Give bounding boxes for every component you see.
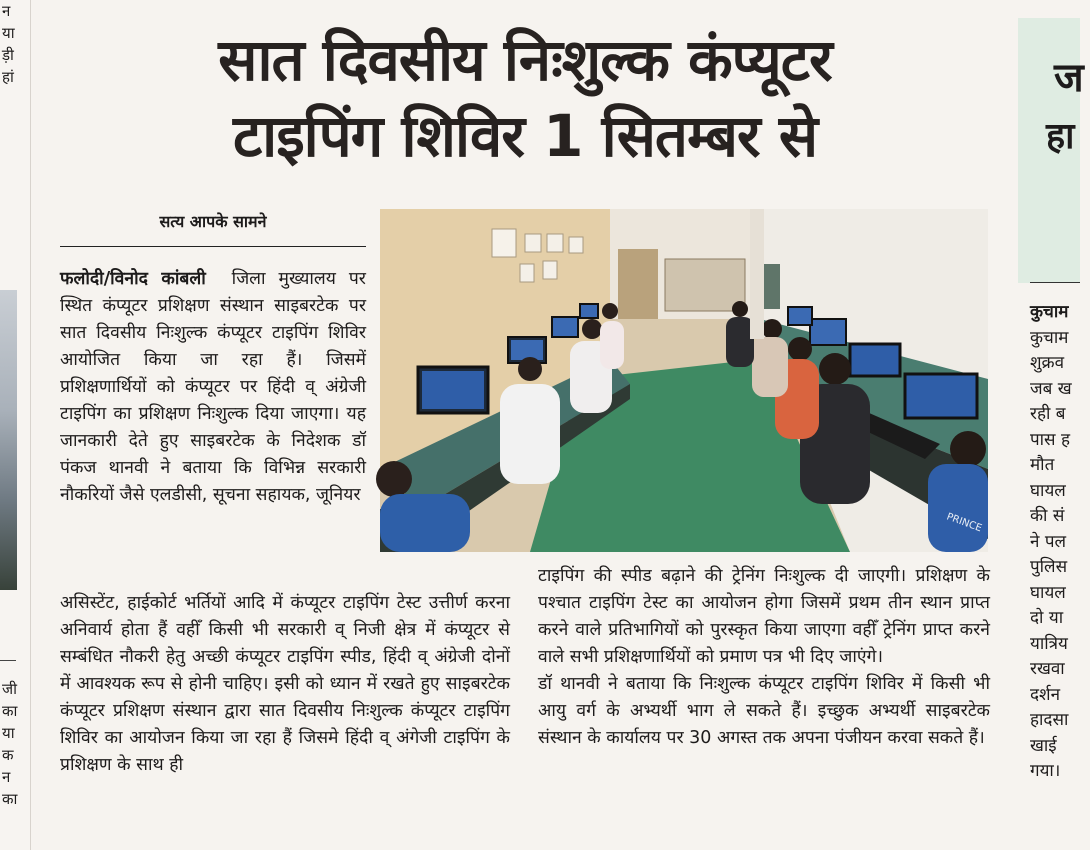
photo-shirt-text: PRINCE — [944, 511, 984, 535]
left-fragment-bottom: जी का या क न का — [2, 680, 18, 808]
right-headline-fragment: हा — [1046, 116, 1075, 157]
article-headline — [60, 22, 990, 174]
right-divider — [1030, 282, 1080, 283]
byline: फलोदी/विनोद कांबली — [60, 269, 206, 289]
right-neighbor-headline-box — [1018, 18, 1084, 283]
paragraph-training: टाइपिंग की स्पीड बढ़ाने की ट्रेनिंग निःशुल्क दी जाएगी। प्रशिक्षण के पश्चात टाइपिंग टेस्ट का आयोजन होगा जिसमें प्रथम तीन स्थान प्राप्त करने वाले प्रतिभागियों को पुरस्कृत किया जाएगा वहीँ ट्रेनिंग प्राप्त करने वाले सभी प्रशिक्षणार्थियों को प्रमाण पत्र भी दिए जाएंगे। — [538, 566, 990, 667]
classroom-photo-illustration — [380, 209, 988, 552]
left-neighbor-photo — [0, 290, 17, 590]
headline-line-1: सात दिवसीय निःशुल्क कंप्यूटर — [218, 26, 832, 94]
right-neighbor-column: कुचाम कुचाम शुक्रव जब ख रही ब पास ह मौत घायल की सं ने पल पुलिस घायल दो या यात्रिय रखवा दर्शन हादसा खाई गया। — [1030, 302, 1072, 781]
article-column-2 — [538, 563, 990, 752]
classroom-photo — [380, 209, 988, 552]
kicker: सत्य आपके सामने — [159, 212, 267, 231]
article-column-1-continued: असिस्टेंट, हाईकोर्ट भर्तियों आदि में कंप्यूटर टाइपिंग टेस्ट उत्तीर्ण करना अनिवार्य होता हैं वहीँ किसी भी सरकारी व् निजी क्षेत्र में कंप्यूटर से सम्बंधित नौकरी हेतु अच्छी कंप्यूटर टाइपिंग स्पीड, हिंदी व् अंग्रेजी दोनों में आवश्यक रूप से होनी चाहिए। इसी को ध्यान में रखते हुए साइबरटेक कंप्यूटर प्रशिक्षण संस्थान द्वारा सात दिवसीय निःशुल्क कंप्यूटर टाइपिंग शिविर का आयोजन किया जा रहा हैं जिसमे हिंदी व् अंगेजी टाइपिंग के प्रशिक्षण के साथ ही — [60, 593, 510, 775]
paragraph-intro: जिला मुख्यालय पर स्थित कंप्यूटर प्रशिक्षण संस्थान साइबरटेक पर सात दिवसीय निःशुल्क कंप्यूटर टाइपिंग शिविर आयोजित किया जा रहा हैं। जिसमें प्रशिक्षणार्थियों को कंप्यूटर पर हिंदी व् अंग्रेजी टाइपिंग का प्रशिक्षण निःशुल्क दिया जाएगा। यह जानकारी देते हुए साइबरटेक के निदेशक डॉ पंकज थानवी ने बताया कि विभिन्न सरकारी नौकरियों जैसे एलडीसी, सूचना सहायक, जूनियर — [60, 269, 366, 505]
left-divider — [0, 660, 16, 661]
article-column-1 — [60, 266, 366, 509]
kicker-divider — [60, 246, 366, 247]
headline-line-2: टाइपिंग शिविर 1 सितम्बर से — [232, 102, 818, 170]
left-fragment-top: न या ड़ी हां — [2, 2, 15, 86]
paragraph-registration: डॉ थानवी ने बताया कि निःशुल्क कंप्यूटर टाइपिंग शिविर में किसी भी आयु वर्ग के अभ्यर्थी भाग ले सकते हैं। इच्छुक अभ्यर्थी साइबरटेक संस्थान के कार्यालय पर 30 अगस्त तक अपना पंजीयन करवा सकते हैं। — [538, 674, 990, 748]
right-headline-fragment: ज — [1054, 55, 1084, 101]
